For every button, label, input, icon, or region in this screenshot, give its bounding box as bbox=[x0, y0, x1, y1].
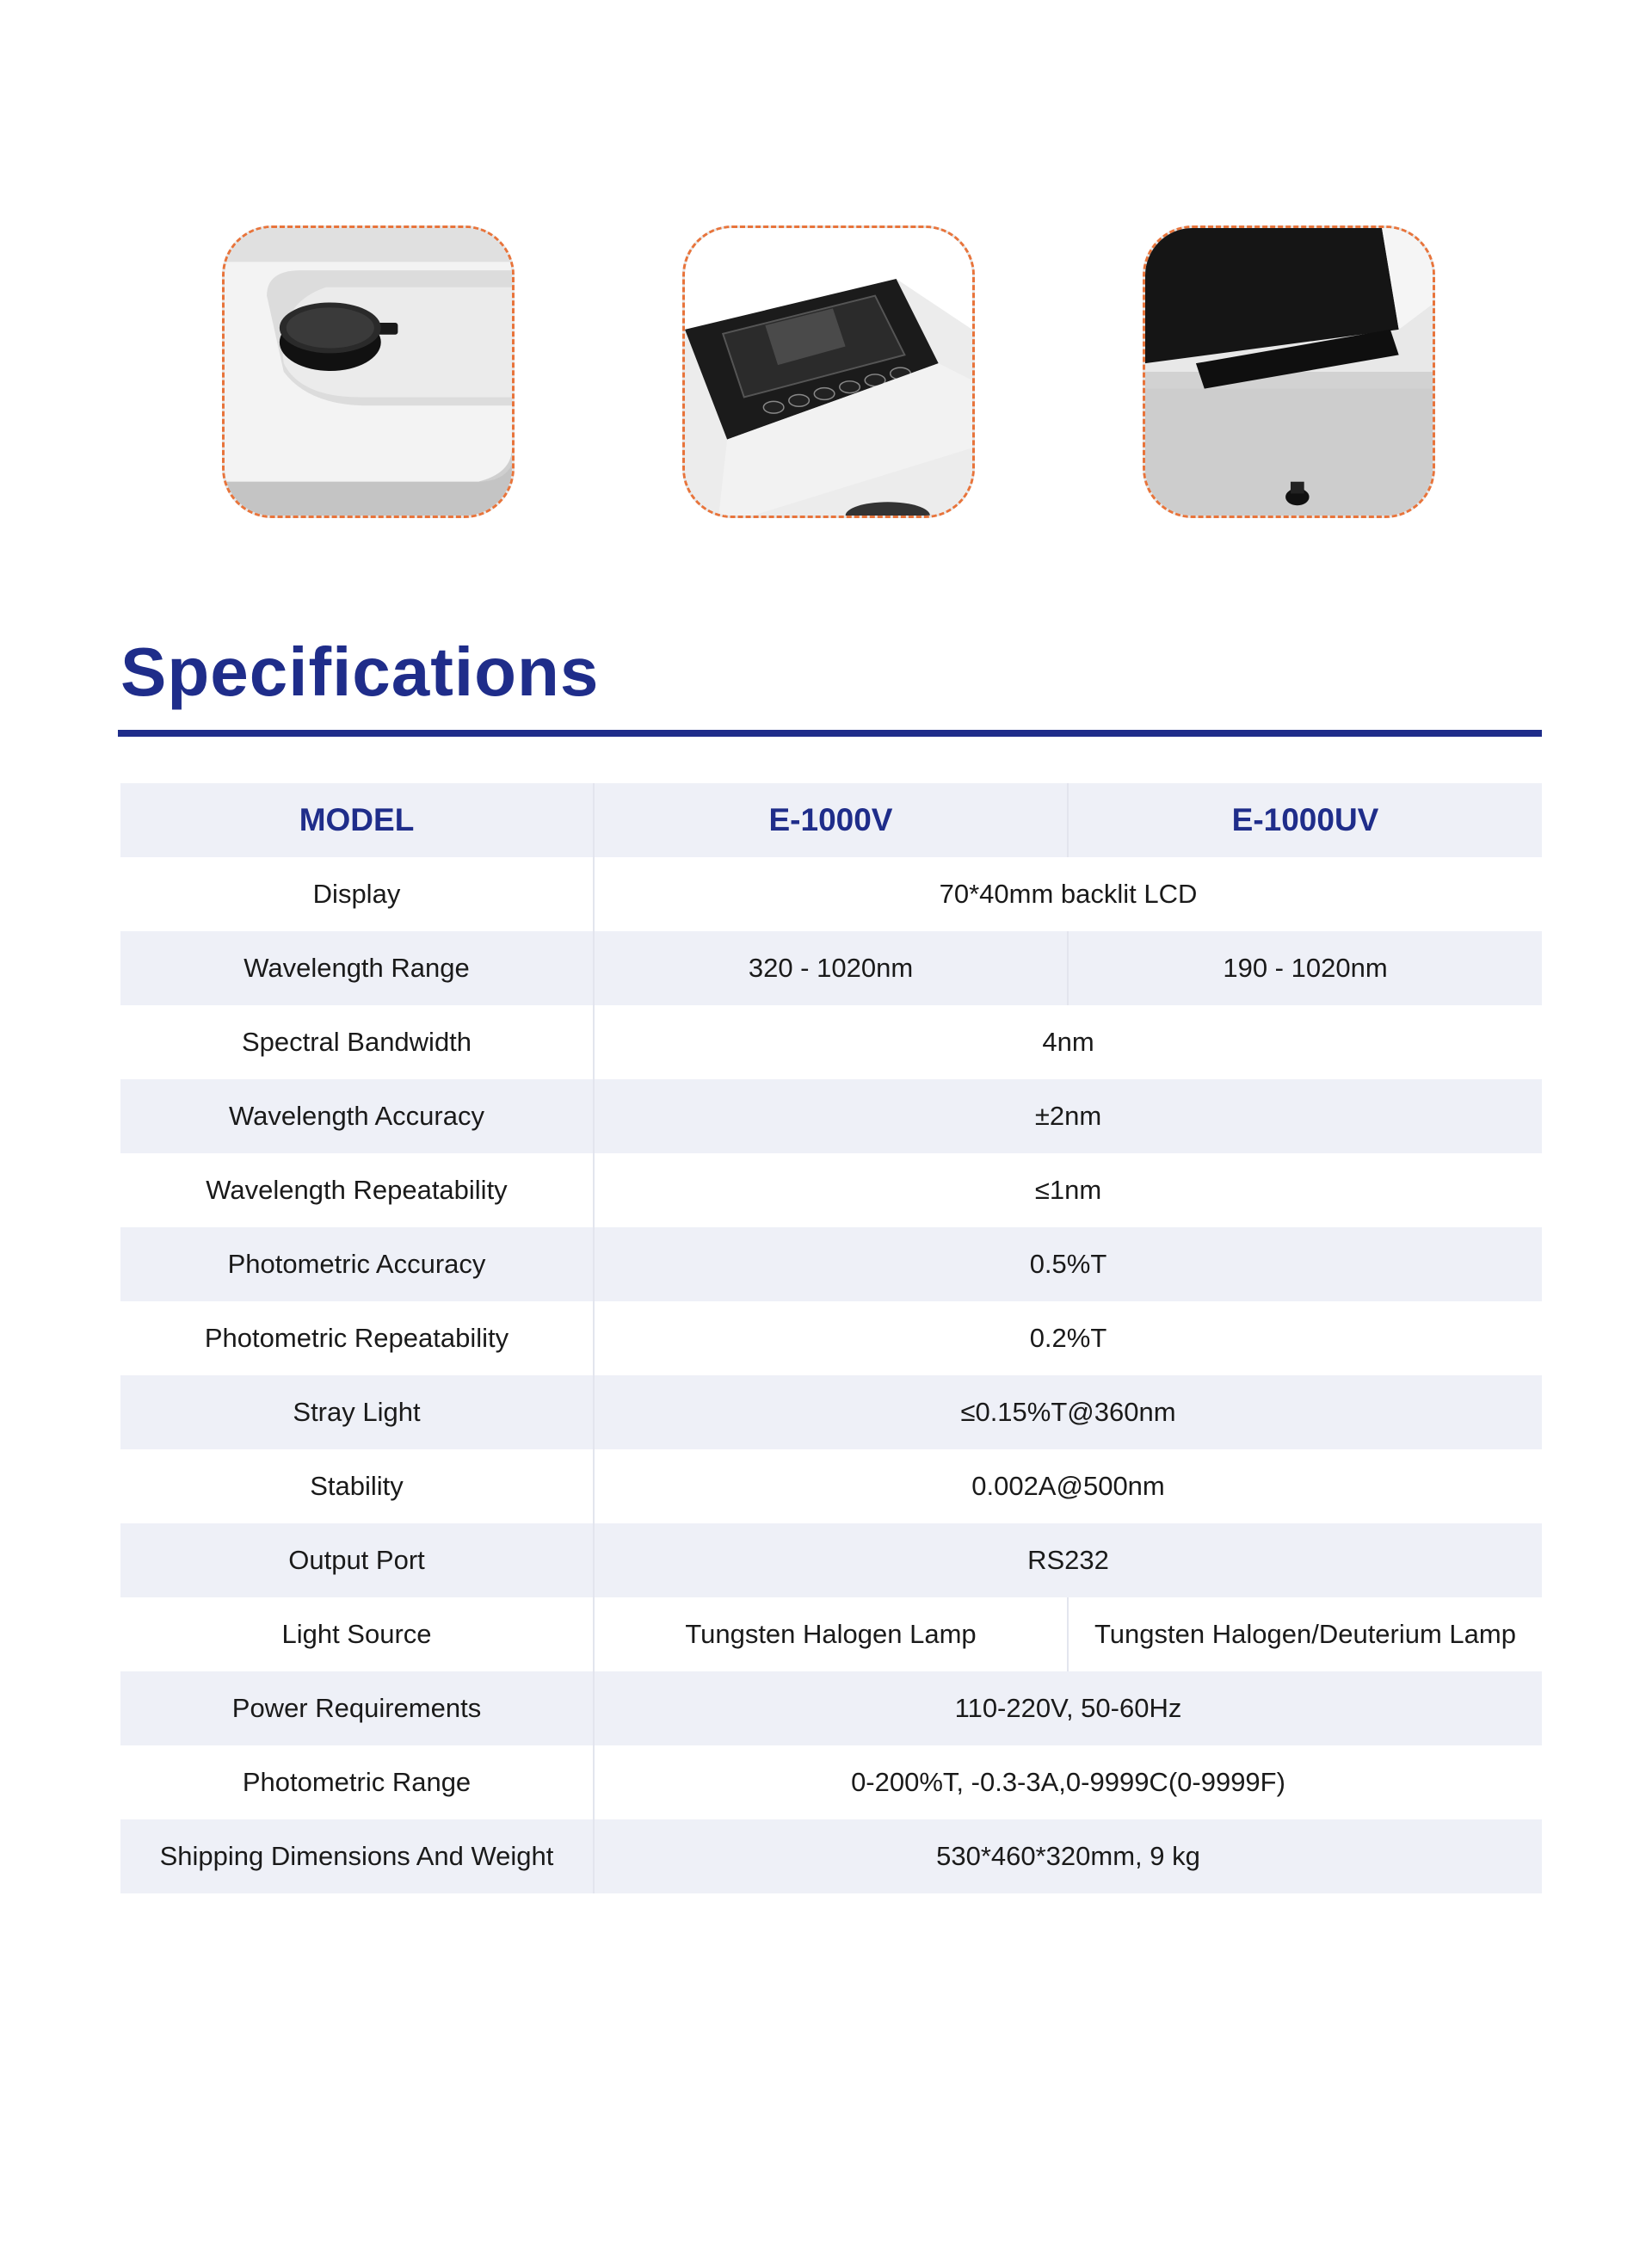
spec-value: ±2nm bbox=[594, 1079, 1542, 1153]
spec-value: 70*40mm backlit LCD bbox=[594, 857, 1542, 931]
table-row bbox=[120, 1301, 1542, 1375]
table-row bbox=[120, 1523, 1542, 1597]
table-row bbox=[120, 1005, 1542, 1079]
spec-label: Stability bbox=[120, 1449, 594, 1523]
table-row bbox=[120, 1745, 1542, 1819]
spec-value: 530*460*320mm, 9 kg bbox=[594, 1819, 1542, 1893]
spec-value: 0-200%T, -0.3-3A,0-9999C(0-9999F) bbox=[594, 1745, 1542, 1819]
spec-label: Display bbox=[120, 857, 594, 931]
spec-value-e-1000uv: 190 - 1020nm bbox=[1068, 931, 1542, 1005]
table-row bbox=[120, 1079, 1542, 1153]
spec-value-e-1000uv: Tungsten Halogen/Deuterium Lamp bbox=[1068, 1597, 1542, 1671]
spec-value: 110-220V, 50-60Hz bbox=[594, 1671, 1542, 1745]
spec-label: Power Requirements bbox=[120, 1671, 594, 1745]
table-row bbox=[120, 1153, 1542, 1227]
spec-label: Shipping Dimensions And Weight bbox=[120, 1819, 594, 1893]
model-e-1000uv: E-1000UV bbox=[1068, 783, 1542, 857]
spec-label: Light Source bbox=[120, 1597, 594, 1671]
table-row bbox=[120, 857, 1542, 931]
sample-compartment-icon bbox=[1145, 228, 1433, 516]
table-row bbox=[120, 931, 1542, 1005]
table-row bbox=[120, 1597, 1542, 1671]
spec-label: Wavelength Accuracy bbox=[120, 1079, 594, 1153]
spec-value-e-1000v: 320 - 1020nm bbox=[594, 931, 1068, 1005]
control-panel-icon bbox=[685, 228, 972, 516]
spec-value-e-1000v: Tungsten Halogen Lamp bbox=[594, 1597, 1068, 1671]
table-row bbox=[120, 1819, 1542, 1893]
control-panel-photo bbox=[682, 225, 975, 518]
model-header: MODEL bbox=[120, 783, 594, 857]
page-title: Specifications bbox=[120, 633, 600, 710]
spec-label: Spectral Bandwidth bbox=[120, 1005, 594, 1079]
spec-label: Wavelength Range bbox=[120, 931, 594, 1005]
title-divider bbox=[118, 730, 1542, 737]
table-header-row bbox=[120, 783, 1542, 857]
spec-label: Output Port bbox=[120, 1523, 594, 1597]
table-row bbox=[120, 1375, 1542, 1449]
spec-value: ≤1nm bbox=[594, 1153, 1542, 1227]
spec-label: Photometric Repeatability bbox=[120, 1301, 594, 1375]
spec-label: Stray Light bbox=[120, 1375, 594, 1449]
wavelength-knob-photo bbox=[222, 225, 515, 518]
spec-value: ≤0.15%T@360nm bbox=[594, 1375, 1542, 1449]
spec-value: 4nm bbox=[594, 1005, 1542, 1079]
wavelength-knob-icon bbox=[225, 228, 512, 516]
spec-label: Photometric Accuracy bbox=[120, 1227, 594, 1301]
spec-value: 0.002A@500nm bbox=[594, 1449, 1542, 1523]
specifications-table bbox=[120, 783, 1542, 1893]
spec-label: Wavelength Repeatability bbox=[120, 1153, 594, 1227]
model-e-1000v: E-1000V bbox=[594, 783, 1068, 857]
sample-compartment-photo bbox=[1143, 225, 1435, 518]
spec-value: 0.2%T bbox=[594, 1301, 1542, 1375]
table-row bbox=[120, 1671, 1542, 1745]
table-row bbox=[120, 1227, 1542, 1301]
spec-value: 0.5%T bbox=[594, 1227, 1542, 1301]
table-row bbox=[120, 1449, 1542, 1523]
spec-value: RS232 bbox=[594, 1523, 1542, 1597]
spec-label: Photometric Range bbox=[120, 1745, 594, 1819]
